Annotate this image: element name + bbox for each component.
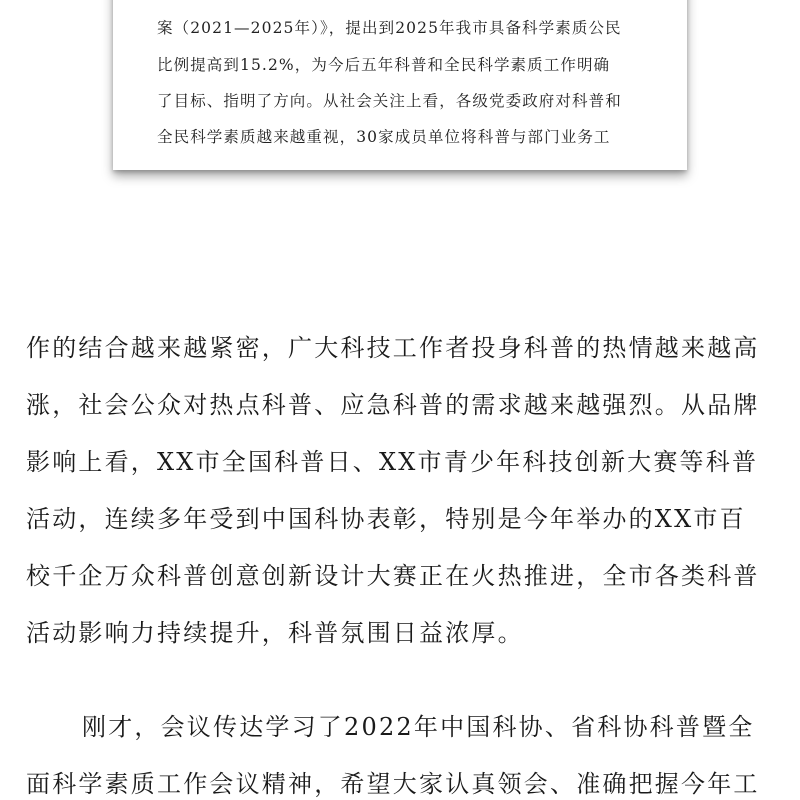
card-text-line: 案（2021—2025年）》，提出到2025年我市具备科学素质公民: [157, 19, 622, 37]
paragraph-line: 涨，社会公众对热点科普、应急科普的需求越来越强烈。从品牌: [26, 391, 760, 419]
card-text-line: 全民科学素质越来越重视，30家成员单位将科普与部门业务工: [157, 128, 611, 146]
quoted-text-card: [113, 0, 687, 170]
paragraph-line: 活动，连续多年受到中国科协表彰，特别是今年举办的XX市百: [26, 505, 746, 533]
paragraph-line: 校千企万众科普创意创新设计大赛正在火热推进，全市各类科普: [26, 562, 760, 590]
card-text-line: 比例提高到15.2%，为今后五年科普和全民科学素质工作明确: [157, 56, 611, 74]
paragraph-line: 活动影响力持续提升，科普氛围日益浓厚。: [26, 619, 524, 647]
paragraph-line: 面科学素质工作会议精神，希望大家认真领会、准确把握今年工: [26, 770, 760, 798]
paragraph-line: 刚才，会议传达学习了2022年中国科协、省科协科普暨全: [82, 713, 755, 741]
paragraph-line: 作的结合越来越紧密，广大科技工作者投身科普的热情越来越高: [26, 334, 760, 362]
paragraph-line: 影响上看，XX市全国科普日、XX市青少年科技创新大赛等科普: [26, 448, 759, 476]
card-text-line: 了目标、指明了方向。从社会关注上看，各级党委政府对科普和: [157, 92, 622, 110]
